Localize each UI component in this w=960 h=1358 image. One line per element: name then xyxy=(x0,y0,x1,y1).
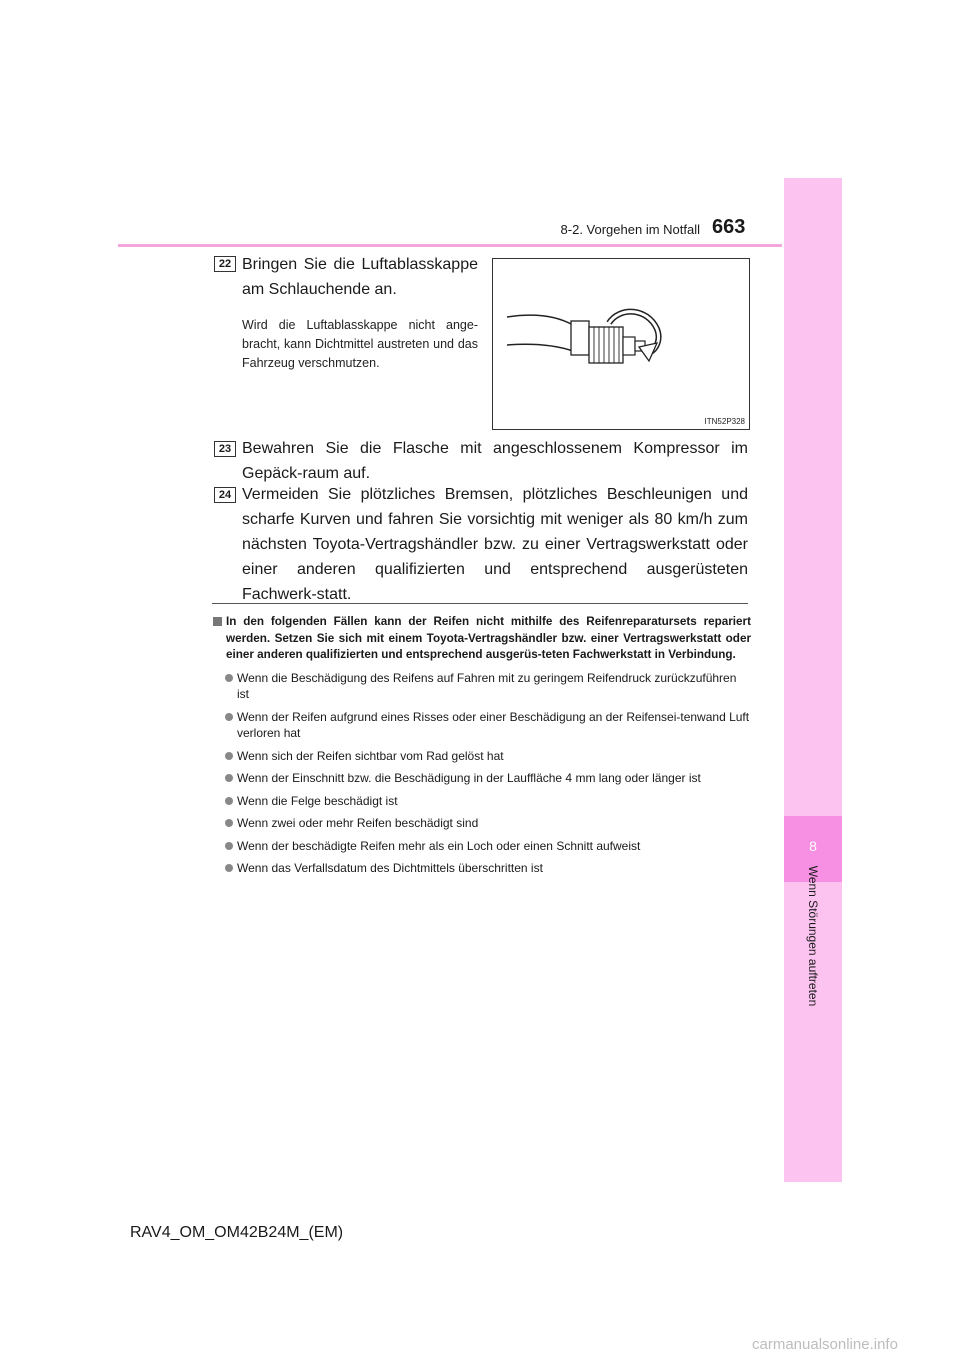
note-text: Wenn sich der Reifen sichtbar vom Rad gelöst hat xyxy=(237,748,504,763)
bullet-icon xyxy=(225,752,233,760)
bullet-icon xyxy=(225,797,233,805)
step-text-24: Vermeiden Sie plötzliches Bremsen, plötzliches Beschleunigen und scharfe Kurven und fahren Sie vorsichtig mit weniger als 80 km/h zum nächsten Toyota-Vertragshändler bzw. zu einer Vertragswerkstatt oder einer anderen qualifizierten und entsprechend ausgerüsteten Fachwerk-statt. xyxy=(242,486,748,603)
bullet-icon xyxy=(225,674,233,682)
bullet-icon xyxy=(225,713,233,721)
document-code: RAV4_OM_OM42B24M_(EM) xyxy=(130,1224,344,1241)
chapter-title: Wenn Störungen auftreten xyxy=(806,865,820,1007)
notes-heading-text: In den folgenden Fällen kann der Reifen nicht mithilfe des Reifenreparatursets repariert werden. Setzen Sie sich mit einem Toyota-Vertragshändler bzw. einer Vertragswerkstatt oder einer anderen qualifizierten und entsprechend ausgerüs-teten Fachwerkstatt in Verbindung. xyxy=(226,615,751,661)
step-text-23: Bewahren Sie die Flasche mit angeschlossenem Kompressor im Gepäck-raum auf. xyxy=(242,440,748,482)
header-divider xyxy=(118,244,782,247)
note-text: Wenn das Verfallsdatum des Dichtmittels überschritten ist xyxy=(237,861,543,875)
bullet-icon xyxy=(225,864,233,872)
note-item xyxy=(211,815,751,832)
note-text: Wenn der Einschnitt bzw. die Beschädigung in der Lauffläche 4 mm lang oder länger ist xyxy=(237,771,701,785)
notes-section xyxy=(211,614,751,883)
watermark: carmanualsonline.info xyxy=(752,1336,898,1353)
note-item xyxy=(211,670,751,703)
note-text: Wenn die Beschädigung des Reifens auf Fahren mit zu geringem Reifendruck zurückzuführen ist xyxy=(237,670,737,701)
note-item xyxy=(211,709,751,742)
step-note-22: Wird die Luftablasskappe nicht ange-bracht, kann Dichtmittel austreten und das Fahrzeug verschmutzen. xyxy=(242,318,478,370)
step-number-22: 22 xyxy=(214,256,236,272)
note-item xyxy=(211,793,751,810)
notes-heading xyxy=(211,614,751,664)
step-number-24: 24 xyxy=(214,487,236,503)
chapter-number: 8 xyxy=(809,838,817,854)
note-item xyxy=(211,748,751,765)
figure-code: ITN52P328 xyxy=(704,417,745,426)
bullet-icon xyxy=(225,819,233,827)
step-text-22: Bringen Sie die Luftablasskappe am Schlauchende an. xyxy=(242,256,478,298)
step-number-23: 23 xyxy=(214,441,236,457)
hose-end-cap-illustration-icon xyxy=(493,259,749,429)
note-text: Wenn zwei oder mehr Reifen beschädigt sind xyxy=(237,816,479,830)
notes-separator xyxy=(212,603,748,604)
hose-cap-figure xyxy=(492,258,750,430)
note-text: Wenn der Reifen aufgrund eines Risses oder einer Beschädigung an der Reifensei-tenwand Luft verloren hat xyxy=(237,709,750,740)
note-item xyxy=(211,770,751,787)
page-number: 663 xyxy=(712,216,746,238)
note-text: Wenn der beschädigte Reifen mehr als ein Loch oder einen Schnitt aufweist xyxy=(237,838,641,853)
bullet-icon xyxy=(225,774,233,782)
section-title: 8-2. Vorgehen im Notfall xyxy=(560,222,700,237)
note-text: Wenn die Felge beschädigt ist xyxy=(237,793,398,808)
bullet-icon xyxy=(225,842,233,850)
square-bullet-icon xyxy=(213,617,222,626)
note-item xyxy=(211,860,751,877)
note-item xyxy=(211,838,751,855)
